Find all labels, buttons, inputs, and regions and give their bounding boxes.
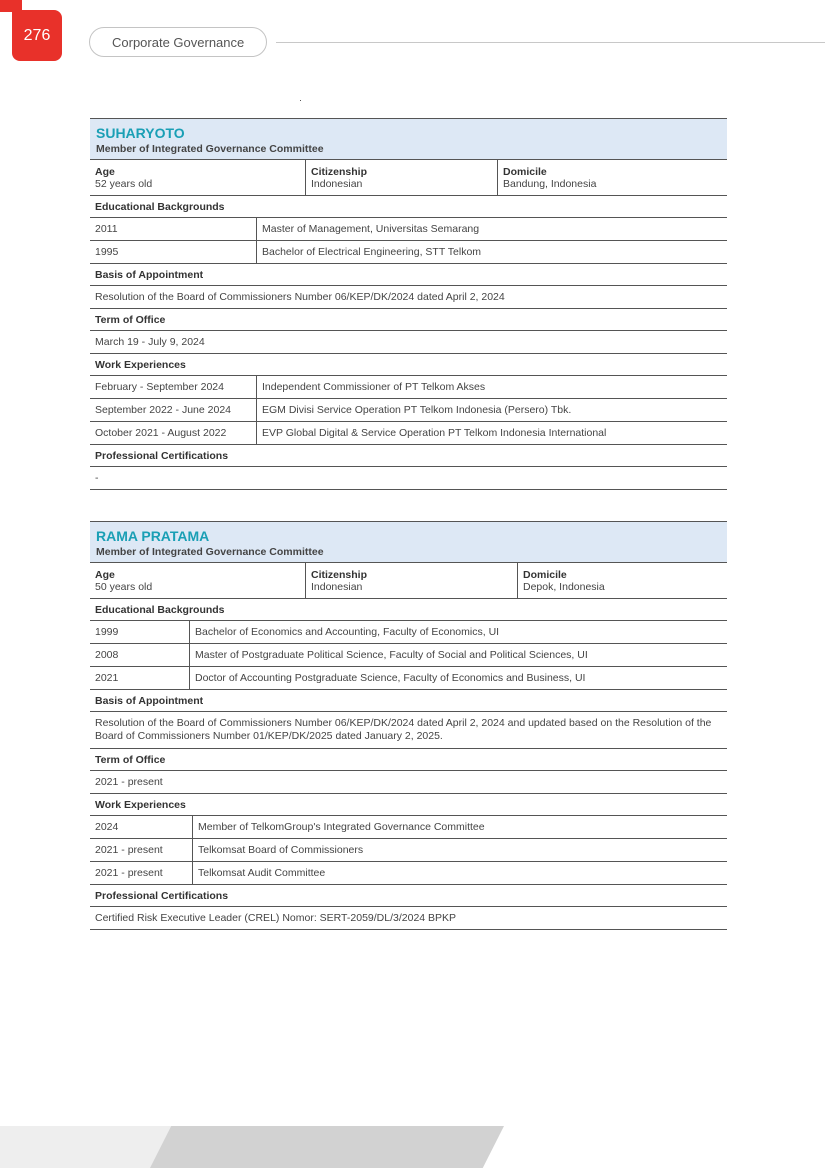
- personal-info-row: [90, 563, 727, 599]
- age-cell: [90, 563, 305, 598]
- education-year: 1999: [90, 621, 190, 643]
- work-desc: EVP Global Digital & Service Operation PT Telkom Indonesia International: [262, 427, 607, 439]
- age-value: 50 years old: [95, 581, 153, 593]
- work-period: October 2021 - August 2022: [90, 422, 257, 444]
- education-heading: Educational Backgrounds: [90, 599, 727, 621]
- work-desc: EGM Divisi Service Operation PT Telkom Indonesia (Persero) Tbk.: [262, 404, 572, 416]
- work-period: 2021 - present: [90, 862, 193, 884]
- citizenship-value: Indonesian: [311, 581, 363, 593]
- work-row: [90, 376, 727, 399]
- work-row: [90, 839, 727, 862]
- work-row: [90, 862, 727, 885]
- work-heading: Work Experiences: [90, 794, 727, 816]
- education-row: [90, 241, 727, 264]
- profile-role: Member of Integrated Governance Committee: [96, 143, 324, 155]
- education-year: 2021: [90, 667, 190, 689]
- appointment-row: [90, 286, 727, 309]
- education-desc: Doctor of Accounting Postgraduate Science, Faculty of Economics and Business, UI: [195, 672, 586, 684]
- domicile-label: Domicile: [503, 166, 547, 178]
- age-cell: [90, 160, 305, 195]
- work-desc: Telkomsat Audit Committee: [198, 867, 326, 879]
- education-year: 2011: [90, 218, 257, 240]
- age-value: 52 years old: [95, 178, 153, 190]
- profile-role: Member of Integrated Governance Committee: [96, 546, 324, 558]
- certification-heading: Professional Certifications: [90, 445, 727, 467]
- term-text: March 19 - July 9, 2024: [95, 336, 205, 348]
- certification-text: Certified Risk Executive Leader (CREL) Nomor: SERT-2059/DL/3/2024 BPKP: [95, 912, 457, 924]
- work-heading: Work Experiences: [90, 354, 727, 376]
- domicile-value: Bandung, Indonesia: [503, 178, 597, 190]
- citizenship-label: Citizenship: [311, 569, 368, 581]
- work-desc: Telkomsat Board of Commissioners: [198, 844, 364, 856]
- education-heading: Educational Backgrounds: [90, 196, 727, 218]
- header-divider: [276, 42, 825, 43]
- citizenship-label: Citizenship: [311, 166, 368, 178]
- appointment-heading: Basis of Appointment: [90, 264, 727, 286]
- work-desc: Independent Commissioner of PT Telkom Akses: [262, 381, 486, 393]
- work-row: [90, 816, 727, 839]
- term-row: [90, 771, 727, 794]
- work-period: 2021 - present: [90, 839, 193, 861]
- education-year: 2008: [90, 644, 190, 666]
- education-desc: Bachelor of Electrical Engineering, STT Telkom: [262, 246, 482, 258]
- profile-name: RAMA PRATAMA: [96, 528, 210, 544]
- work-period: February - September 2024: [90, 376, 257, 398]
- education-desc: Master of Postgraduate Political Science, Faculty of Social and Political Sciences, UI: [195, 649, 588, 661]
- page-number: 276: [23, 26, 51, 44]
- education-row: [90, 644, 727, 667]
- section-title-pill: [89, 27, 267, 57]
- profile-card-rama-pratama: [90, 521, 727, 930]
- term-text: 2021 - present: [95, 776, 163, 788]
- footer-decoration-dark: [150, 1126, 504, 1168]
- profile-header: [90, 522, 727, 563]
- education-row: [90, 621, 727, 644]
- footer-decoration-light: [0, 1126, 175, 1168]
- domicile-cell: [497, 160, 727, 195]
- appointment-row: [90, 712, 727, 749]
- education-desc: Bachelor of Economics and Accounting, Faculty of Economics, UI: [195, 626, 500, 638]
- citizenship-cell: [305, 563, 517, 598]
- domicile-label: Domicile: [523, 569, 567, 581]
- section-title: Corporate Governance: [112, 34, 245, 50]
- education-row: [90, 218, 727, 241]
- certification-heading: Professional Certifications: [90, 885, 727, 907]
- appointment-text: Resolution of the Board of Commissioners Number 06/KEP/DK/2024 dated April 2, 2024: [95, 291, 505, 303]
- certification-text: -: [95, 472, 99, 484]
- term-row: [90, 331, 727, 354]
- work-period: 2024: [90, 816, 193, 838]
- certification-row: [90, 907, 727, 930]
- work-row: [90, 422, 727, 445]
- page-number-badge: [12, 10, 62, 61]
- education-year: 1995: [90, 241, 257, 263]
- domicile-value: Depok, Indonesia: [523, 581, 605, 593]
- citizenship-value: Indonesian: [311, 178, 363, 190]
- profile-name: SUHARYOTO: [96, 125, 185, 141]
- stray-dot: [300, 100, 301, 101]
- age-label: Age: [95, 569, 115, 581]
- term-heading: Term of Office: [90, 309, 727, 331]
- appointment-heading: Basis of Appointment: [90, 690, 727, 712]
- domicile-cell: [517, 563, 727, 598]
- age-label: Age: [95, 166, 115, 178]
- profile-header: [90, 119, 727, 160]
- term-heading: Term of Office: [90, 749, 727, 771]
- education-desc: Master of Management, Universitas Semarang: [262, 223, 480, 235]
- work-desc: Member of TelkomGroup's Integrated Governance Committee: [198, 821, 485, 833]
- work-row: [90, 399, 727, 422]
- appointment-text: Resolution of the Board of Commissioners Number 06/KEP/DK/2024 dated April 2, 2024 and updated based on the Resolution of the Board of Commissioners Number 01/KEP/DK/2025 dated January 2, 2025.: [95, 717, 712, 742]
- personal-info-row: [90, 160, 727, 196]
- certification-row: [90, 467, 727, 490]
- education-row: [90, 667, 727, 690]
- citizenship-cell: [305, 160, 497, 195]
- work-period: September 2022 - June 2024: [90, 399, 257, 421]
- profile-card-suharyoto: [90, 118, 727, 490]
